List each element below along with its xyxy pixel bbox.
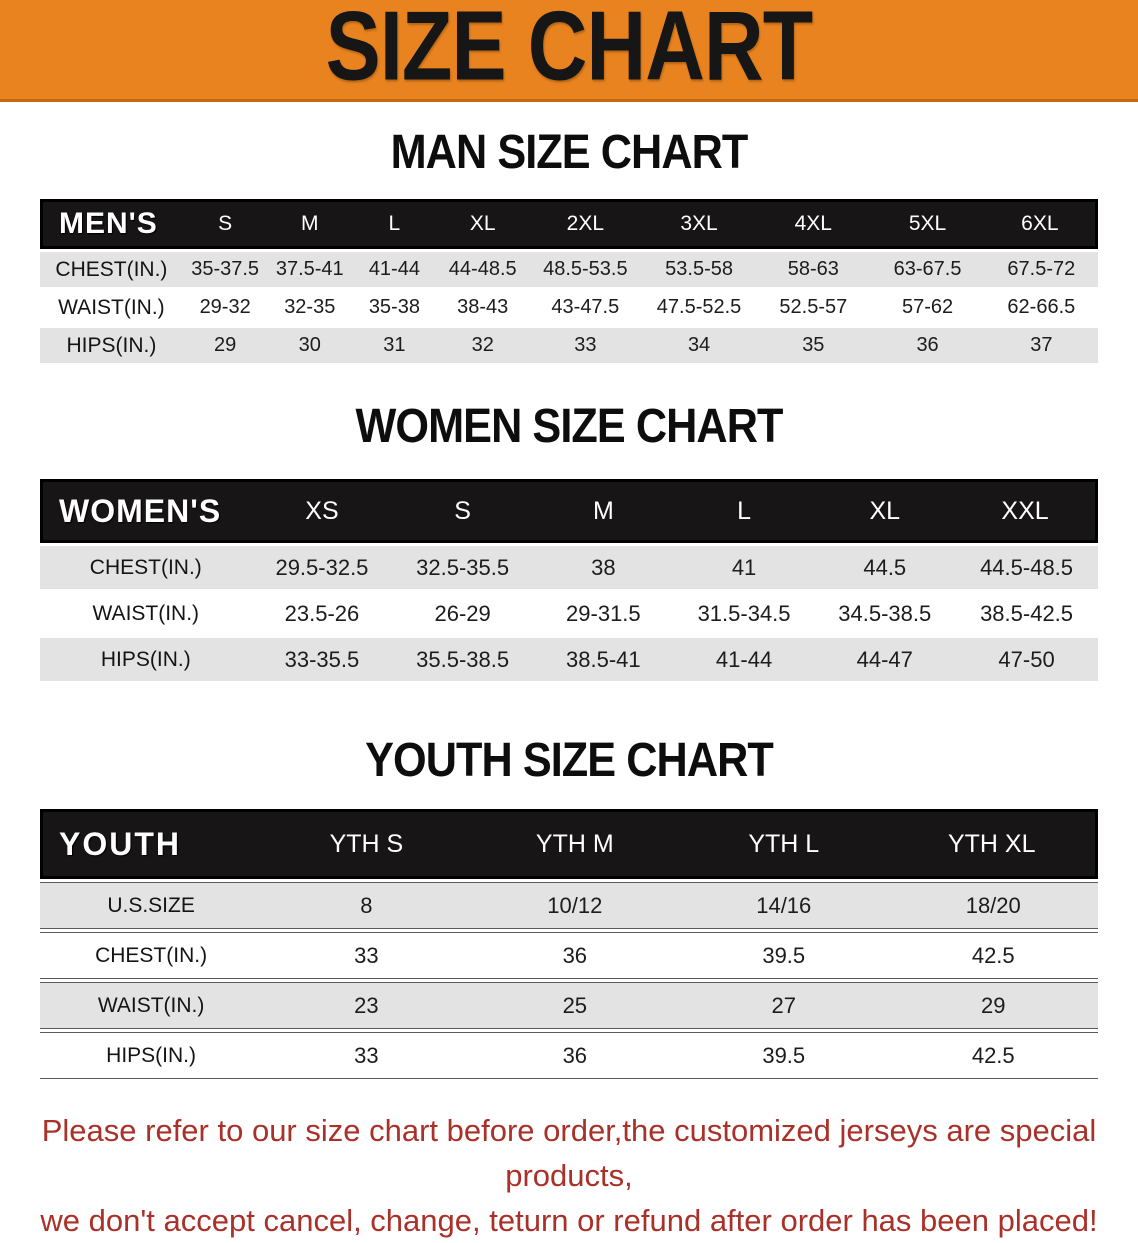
women-size-section (0, 397, 1138, 684)
size-column-header: M (267, 199, 352, 249)
size-value: 47.5-52.5 (642, 290, 756, 325)
size-value: 32-35 (267, 290, 352, 325)
size-chart-banner (0, 0, 1138, 102)
size-column-header: 3XL (642, 199, 756, 249)
size-value: 67.5-72 (985, 252, 1098, 287)
size-column-header: XL (437, 199, 529, 249)
size-value: 29 (183, 328, 268, 363)
size-value: 36 (471, 1032, 679, 1079)
size-value: 33 (262, 932, 470, 979)
size-value: 37 (985, 328, 1098, 363)
size-value: 33 (529, 328, 642, 363)
row-label: WAIST(IN.) (40, 592, 252, 635)
men-size-table (40, 196, 1098, 366)
size-value: 23 (262, 982, 470, 1029)
men-size-section (0, 123, 1138, 366)
size-value: 34.5-38.5 (814, 592, 955, 635)
table-title: YOUTH (40, 809, 262, 879)
size-value: 44.5-48.5 (955, 546, 1098, 589)
size-value: 33 (262, 1032, 470, 1079)
table-row (40, 1032, 1098, 1079)
size-value: 34 (642, 328, 756, 363)
size-value: 32.5-35.5 (392, 546, 533, 589)
size-value: 62-66.5 (985, 290, 1098, 325)
women-header-row (40, 479, 1098, 543)
table-row (40, 882, 1098, 929)
size-value: 29-32 (183, 290, 268, 325)
size-value: 30 (267, 328, 352, 363)
size-value: 31.5-34.5 (674, 592, 815, 635)
size-column-header: 4XL (756, 199, 870, 249)
size-value: 25 (471, 982, 679, 1029)
table-row (40, 328, 1098, 363)
size-value: 44-47 (814, 638, 955, 681)
size-value: 38 (533, 546, 674, 589)
youth-section-heading: YOUTH SIZE CHART (365, 731, 773, 787)
size-value: 57-62 (870, 290, 984, 325)
size-value: 41 (674, 546, 815, 589)
row-label: HIPS(IN.) (40, 638, 252, 681)
size-value: 41-44 (352, 252, 437, 287)
table-row (40, 252, 1098, 287)
size-column-header: 2XL (529, 199, 642, 249)
size-value: 29-31.5 (533, 592, 674, 635)
row-label: CHEST(IN.) (40, 546, 252, 589)
women-size-table (40, 476, 1098, 684)
size-value: 44.5 (814, 546, 955, 589)
size-value: 23.5-26 (252, 592, 393, 635)
size-value: 38.5-41 (533, 638, 674, 681)
size-value: 39.5 (679, 1032, 888, 1079)
size-value: 35.5-38.5 (392, 638, 533, 681)
table-row (40, 932, 1098, 979)
men-header-row (40, 199, 1098, 249)
size-value: 38-43 (437, 290, 529, 325)
size-column-header: 5XL (870, 199, 984, 249)
size-value: 8 (262, 882, 470, 929)
size-value: 33-35.5 (252, 638, 393, 681)
table-row (40, 592, 1098, 635)
size-value: 14/16 (679, 882, 888, 929)
row-label: HIPS(IN.) (40, 328, 183, 363)
table-title: WOMEN'S (40, 479, 252, 543)
youth-size-section (0, 731, 1138, 1082)
size-column-header: XS (252, 479, 393, 543)
size-value: 52.5-57 (756, 290, 870, 325)
size-column-header: M (533, 479, 674, 543)
table-row (40, 546, 1098, 589)
size-value: 36 (471, 932, 679, 979)
size-value: 35 (756, 328, 870, 363)
size-value: 42.5 (888, 932, 1098, 979)
size-value: 63-67.5 (870, 252, 984, 287)
size-value: 37.5-41 (267, 252, 352, 287)
size-value: 29 (888, 982, 1098, 1029)
row-label: WAIST(IN.) (40, 290, 183, 325)
size-value: 43-47.5 (529, 290, 642, 325)
size-column-header: YTH XL (888, 809, 1098, 879)
size-value: 41-44 (674, 638, 815, 681)
row-label: U.S.SIZE (40, 882, 262, 929)
size-value: 29.5-32.5 (252, 546, 393, 589)
order-policy-note (0, 1108, 1138, 1243)
row-label: WAIST(IN.) (40, 982, 262, 1029)
table-title: MEN'S (40, 199, 183, 249)
size-value: 47-50 (955, 638, 1098, 681)
size-column-header: XL (814, 479, 955, 543)
women-section-heading: WOMEN SIZE CHART (355, 397, 783, 453)
size-value: 39.5 (679, 932, 888, 979)
size-column-header: L (352, 199, 437, 249)
table-row (40, 982, 1098, 1029)
size-value: 26-29 (392, 592, 533, 635)
size-value: 48.5-53.5 (529, 252, 642, 287)
policy-line-2: we don't accept cancel, change, teturn or refund after order has been placed! (40, 1203, 1098, 1238)
size-column-header: YTH L (679, 809, 888, 879)
size-value: 36 (870, 328, 984, 363)
size-column-header: L (674, 479, 815, 543)
size-column-header: S (392, 479, 533, 543)
size-value: 35-38 (352, 290, 437, 325)
size-value: 31 (352, 328, 437, 363)
size-column-header: YTH S (262, 809, 470, 879)
size-value: 10/12 (471, 882, 679, 929)
size-value: 38.5-42.5 (955, 592, 1098, 635)
size-column-header: XXL (955, 479, 1098, 543)
size-value: 44-48.5 (437, 252, 529, 287)
size-column-header: YTH M (471, 809, 679, 879)
size-value: 32 (437, 328, 529, 363)
size-column-header: S (183, 199, 268, 249)
size-value: 42.5 (888, 1032, 1098, 1079)
table-row (40, 638, 1098, 681)
size-value: 27 (679, 982, 888, 1029)
size-value: 35-37.5 (183, 252, 268, 287)
size-value: 18/20 (888, 882, 1098, 929)
row-label: HIPS(IN.) (40, 1032, 262, 1079)
table-row (40, 290, 1098, 325)
policy-line-1: Please refer to our size chart before order,the customized jerseys are special products, (41, 1113, 1097, 1193)
youth-size-table (40, 806, 1098, 1082)
row-label: CHEST(IN.) (40, 932, 262, 979)
row-label: CHEST(IN.) (40, 252, 183, 287)
size-value: 53.5-58 (642, 252, 756, 287)
banner-title: SIZE CHART (325, 0, 813, 101)
size-value: 58-63 (756, 252, 870, 287)
size-column-header: 6XL (985, 199, 1098, 249)
youth-header-row (40, 809, 1098, 879)
men-section-heading: MAN SIZE CHART (390, 123, 748, 179)
